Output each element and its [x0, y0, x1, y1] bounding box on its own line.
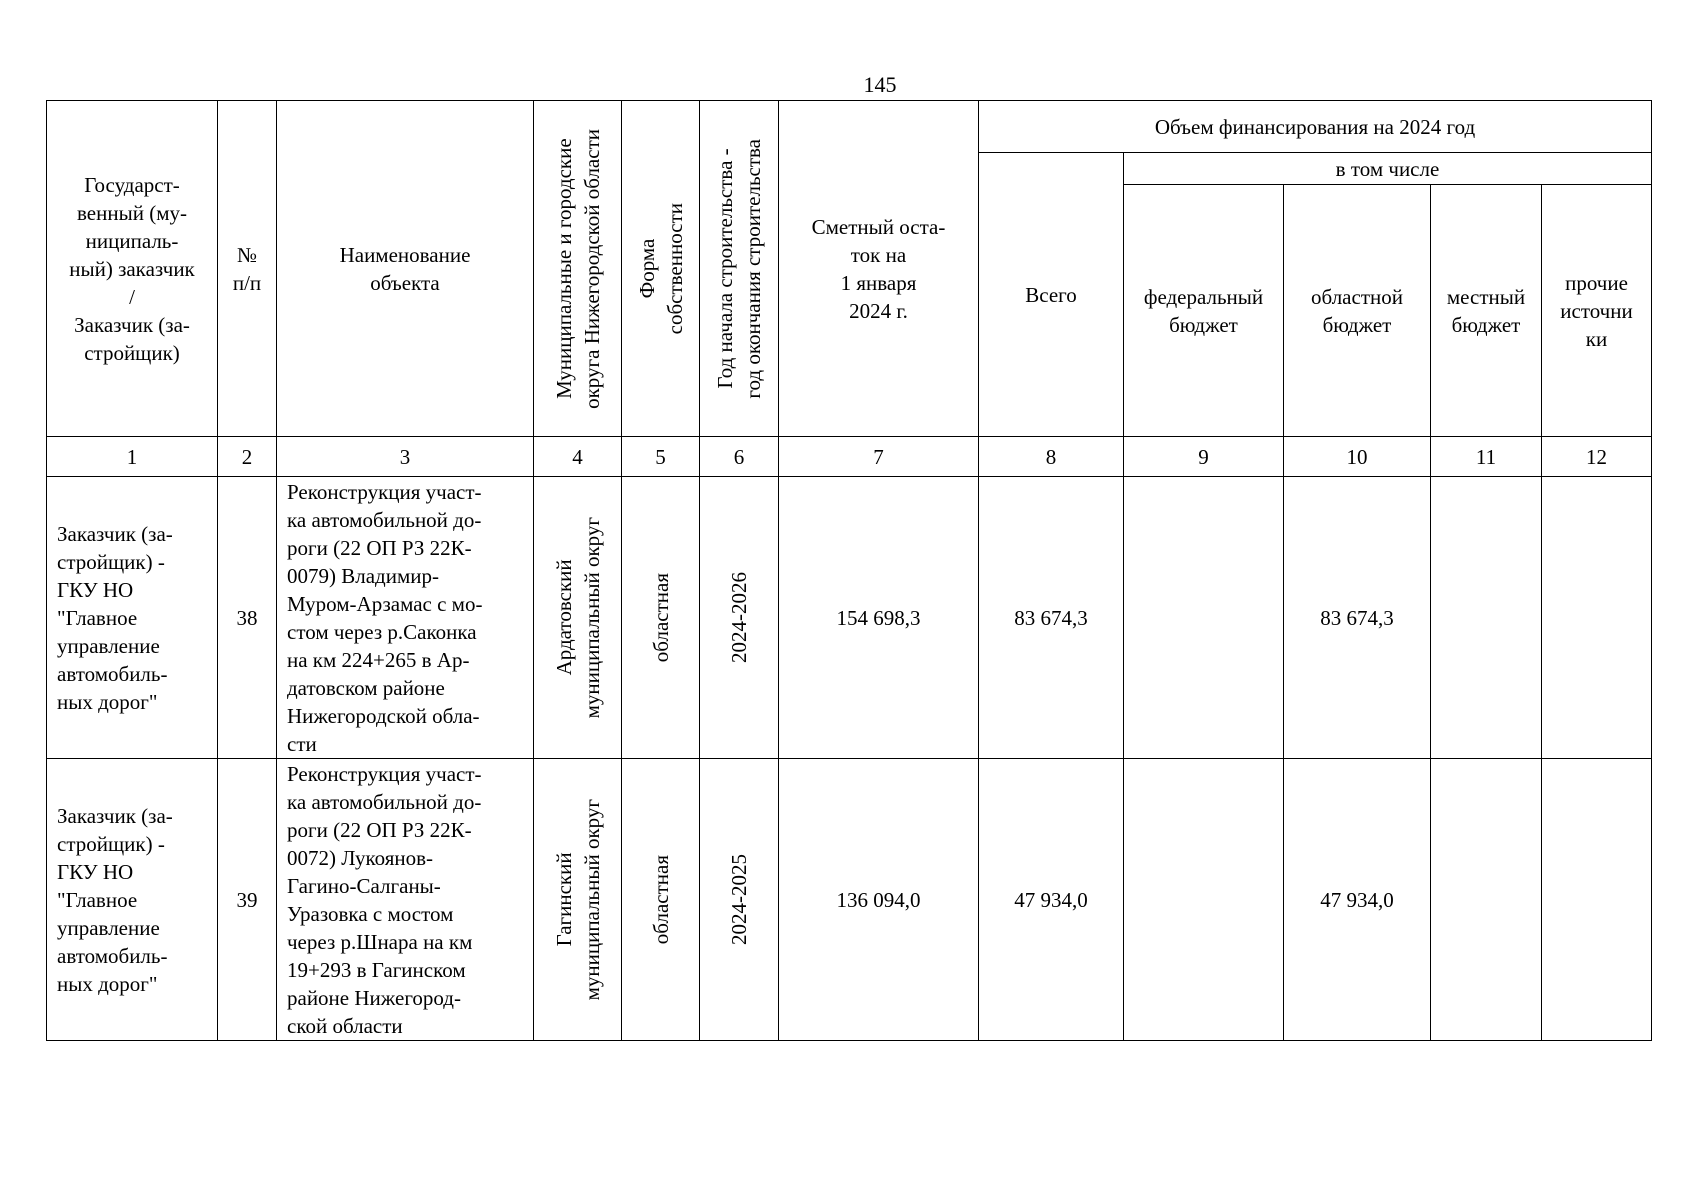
header-years: Год начала строительства - год окончания строительства	[713, 138, 765, 399]
row-ownership-cell	[622, 477, 700, 759]
header-ownership-cell	[622, 101, 700, 437]
table-row	[47, 759, 1652, 1041]
column-number: 7	[779, 437, 979, 477]
row-local	[1431, 477, 1542, 759]
header-local-budget: местный бюджет	[1431, 185, 1542, 437]
column-number: 5	[622, 437, 700, 477]
row-municipality: Гагинский муниципальный округ	[551, 798, 604, 1001]
row-estimate: 136 094,0	[779, 759, 979, 1041]
header-federal-budget: федеральный бюджет	[1124, 185, 1284, 437]
header-estimate: Сметный оста- ток на 1 января 2024 г.	[779, 101, 979, 437]
column-number: 11	[1431, 437, 1542, 477]
row-years: 2024-2026	[727, 572, 751, 663]
row-regional: 47 934,0	[1284, 759, 1431, 1041]
header-customer: Государст- венный (му- ниципаль- ный) заказчик / Заказчик (за- стройщик)	[47, 101, 218, 437]
row-total: 47 934,0	[979, 759, 1124, 1041]
row-local	[1431, 759, 1542, 1041]
row-number: 39	[218, 759, 277, 1041]
row-other	[1542, 759, 1652, 1041]
table-row	[47, 477, 1652, 759]
page-number: 145	[863, 72, 897, 97]
header-regional-budget: областной бюджет	[1284, 185, 1431, 437]
header-other-sources: прочие источни ки	[1542, 185, 1652, 437]
row-number: 38	[218, 477, 277, 759]
row-estimate: 154 698,3	[779, 477, 979, 759]
header-total: Всего	[979, 153, 1124, 437]
row-customer: Заказчик (за- стройщик) - ГКУ НО "Главное управление автомобиль- ных дорог"	[47, 759, 218, 1041]
row-regional: 83 674,3	[1284, 477, 1431, 759]
header-years-cell	[700, 101, 779, 437]
row-ownership: областная	[648, 854, 673, 945]
column-number: 8	[979, 437, 1124, 477]
header-row-number: № п/п	[218, 101, 277, 437]
row-years-cell	[700, 759, 779, 1041]
row-other	[1542, 477, 1652, 759]
row-years: 2024-2025	[727, 854, 751, 945]
column-number: 9	[1124, 437, 1284, 477]
header-including: в том числе	[1124, 153, 1652, 185]
header-municipality-cell	[534, 101, 622, 437]
column-number: 4	[534, 437, 622, 477]
header-ownership: Форма собственности	[634, 202, 687, 335]
row-customer: Заказчик (за- стройщик) - ГКУ НО "Главное управление автомобиль- ных дорог"	[47, 477, 218, 759]
header-municipality: Муниципальные и городские округа Нижегородской области	[551, 128, 604, 409]
row-ownership-cell	[622, 759, 700, 1041]
row-municipality-cell	[534, 759, 622, 1041]
row-federal	[1124, 477, 1284, 759]
row-total: 83 674,3	[979, 477, 1124, 759]
row-federal	[1124, 759, 1284, 1041]
column-number: 3	[277, 437, 534, 477]
header-funding: Объем финансирования на 2024 год	[979, 101, 1652, 153]
row-municipality: Ардатовский муниципальный округ	[551, 516, 604, 719]
column-number: 1	[47, 437, 218, 477]
row-municipality-cell	[534, 477, 622, 759]
row-years-cell	[700, 477, 779, 759]
column-number: 6	[700, 437, 779, 477]
row-object-name: Реконструкция участ- ка автомобильной до- роги (22 ОП РЗ 22К- 0072) Лукоянов- Гагино-Салганы- Уразовка с мостом через р.Шнара на км 19+293 в Гагинском районе Нижегород- ской области	[277, 759, 534, 1041]
column-number: 2	[218, 437, 277, 477]
header-object-name: Наименование объекта	[277, 101, 534, 437]
column-number: 12	[1542, 437, 1652, 477]
row-object-name: Реконструкция участ- ка автомобильной до- роги (22 ОП РЗ 22К- 0079) Владимир- Муром-Арзамас с мо- стом через р.Саконка на км 224+265 в Ар- датовском районе Нижегородской обла- сти	[277, 477, 534, 759]
financing-table	[46, 100, 1652, 1041]
column-number: 10	[1284, 437, 1431, 477]
row-ownership: областная	[648, 572, 673, 663]
